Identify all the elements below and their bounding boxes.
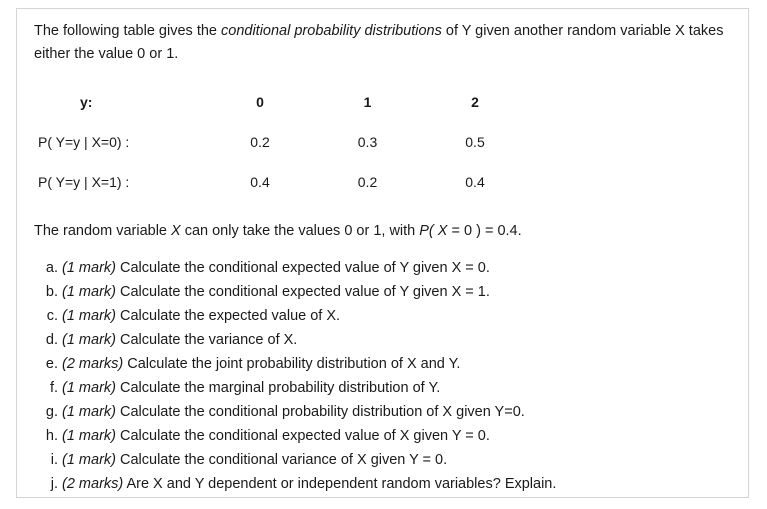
list-item [42, 328, 556, 352]
statement-prob: P( X [419, 223, 448, 239]
part-text: Calculate the joint probability distribution of X and Y. [123, 356, 461, 372]
part-text: Calculate the conditional variance of X given Y = 0. [115, 452, 448, 468]
statement-text-b: can only take the values 0 or 1, with [180, 223, 420, 239]
part-marks: (2 marks) [62, 476, 124, 492]
part-text: Calculate the conditional expected value of Y given X = 1. [115, 284, 490, 300]
list-item [42, 424, 556, 448]
part-letter: i. [50, 452, 58, 468]
intro-paragraph [34, 20, 744, 66]
table-row [34, 122, 510, 162]
part-text: Are X and Y dependent or independent random variables? Explain. [123, 476, 557, 492]
list-item [42, 448, 556, 472]
intro-text-1: The following table gives the [34, 23, 221, 39]
statement-text-a: The random variable [34, 223, 172, 239]
part-marks: (1 mark) [62, 404, 116, 420]
part-text: Calculate the conditional expected value of X given Y = 0. [115, 428, 490, 444]
cell-x0-y1: 0.3 [357, 134, 378, 150]
row-label-x0: P( Y=y | X=0) : [38, 134, 130, 150]
list-item [42, 352, 556, 376]
part-text: Calculate the conditional expected value of Y given X = 0. [115, 260, 490, 276]
table-header-row [34, 82, 510, 122]
part-letter: c. [46, 308, 58, 324]
part-letter: h. [45, 428, 58, 444]
part-letter: f. [49, 380, 58, 396]
statement-var: X [171, 223, 181, 239]
list-item [42, 376, 556, 400]
part-text: Calculate the expected value of X. [115, 308, 341, 324]
list-item [42, 280, 556, 304]
part-letter: b. [45, 284, 58, 300]
part-marks: (1 mark) [62, 260, 116, 276]
list-item [42, 256, 556, 280]
cell-x1-y0: 0.4 [250, 174, 270, 190]
part-text: Calculate the conditional probability distribution of X given Y=0. [115, 404, 525, 420]
part-marks: (1 mark) [62, 332, 116, 348]
intro-emphasis: conditional probability distributions [221, 23, 442, 39]
part-marks: (2 marks) [62, 356, 124, 372]
header-y-0: 0 [256, 94, 264, 110]
part-letter: g. [45, 404, 58, 420]
conditional-distribution-table [34, 82, 510, 202]
part-marks: (1 mark) [62, 452, 116, 468]
part-marks: (1 mark) [62, 380, 116, 396]
question-parts-list [42, 256, 556, 496]
list-item [42, 304, 556, 328]
part-marks: (1 mark) [62, 284, 116, 300]
part-letter: d. [45, 332, 58, 348]
cell-x0-y2: 0.5 [465, 134, 485, 150]
part-text: Calculate the variance of X. [115, 332, 298, 348]
cell-x0-y0: 0.2 [250, 134, 270, 150]
part-letter: j. [50, 476, 58, 492]
header-y-1: 1 [363, 94, 372, 110]
statement-line [34, 220, 522, 243]
header-y-2: 2 [471, 94, 479, 110]
cell-x1-y1: 0.2 [357, 174, 378, 190]
intro-text-2: of Y given another random variable X takes either the value 0 or 1. [34, 23, 724, 62]
list-item [42, 472, 556, 496]
table-row [34, 162, 510, 202]
cell-x1-y2: 0.4 [465, 174, 485, 190]
header-label: y: [80, 94, 93, 110]
part-marks: (1 mark) [62, 308, 116, 324]
part-text: Calculate the marginal probability distribution of Y. [115, 380, 441, 396]
part-letter: e. [45, 356, 58, 372]
statement-text-c: = 0 ) = 0.4. [447, 223, 522, 239]
part-letter: a. [45, 260, 58, 276]
part-marks: (1 mark) [62, 428, 116, 444]
list-item [42, 400, 556, 424]
row-label-x1: P( Y=y | X=1) : [38, 174, 130, 190]
